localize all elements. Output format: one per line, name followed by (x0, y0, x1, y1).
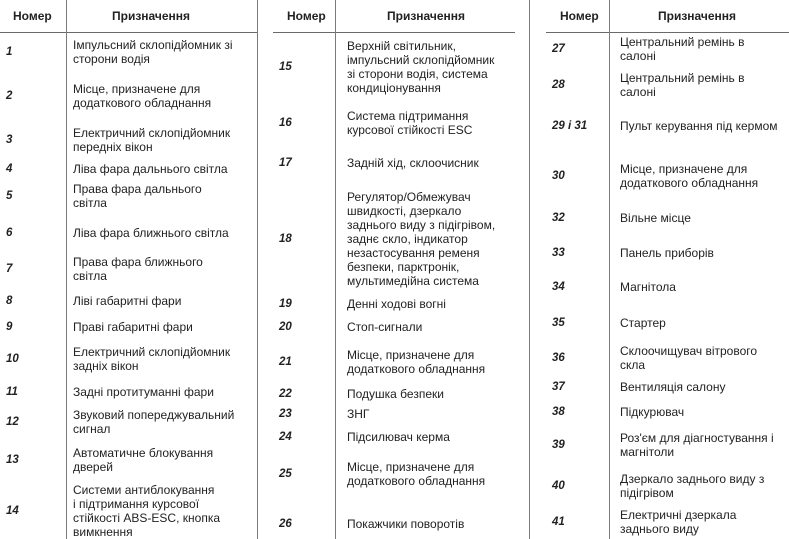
fuse-number: 4 (6, 162, 13, 175)
fuse-purpose: Панель приборів (620, 246, 714, 260)
table-row (546, 158, 789, 194)
table-row (546, 70, 789, 100)
table-row (546, 505, 789, 539)
fuse-purpose: Магнітола (620, 280, 676, 294)
fuse-number: 8 (6, 295, 13, 307)
fuse-number: 23 (279, 408, 292, 420)
table-row (0, 34, 257, 70)
fuse-purpose: Електричний склопідйомник передніх вікон (73, 125, 231, 154)
fuse-number: 39 (552, 439, 565, 451)
fuse-purpose: Підкурювач (620, 405, 685, 419)
table-row (273, 151, 515, 175)
fuse-number: 36 (552, 352, 565, 364)
fuse-purpose: Центральний ремінь в салоні (620, 35, 745, 63)
table-row (0, 121, 257, 158)
table-row (0, 290, 257, 312)
fuse-purpose: ЗНГ (347, 407, 370, 421)
fuse-purpose: Ліва фара дальнього світла (73, 161, 228, 176)
fuse-purpose: Місце, призначене для додаткового обладнання (347, 348, 486, 376)
fuse-number: 11 (6, 386, 18, 398)
table-separator (257, 0, 258, 539)
fuse-number: 28 (552, 79, 565, 91)
table-row (273, 383, 515, 405)
table-row (0, 156, 257, 181)
fuse-number: 14 (6, 504, 19, 517)
fuse-purpose: Електричні дзеркала заднього виду (620, 508, 737, 536)
table-row (546, 428, 789, 462)
fuse-purpose: Імпульсний склопідйомник зі сторони водія (73, 38, 233, 66)
fuse-number: 27 (552, 43, 565, 55)
table-row (546, 470, 789, 502)
fuse-purpose: Ліва фара ближнього світла (73, 226, 229, 240)
fuse-purpose: Підсилювач керма (347, 430, 450, 444)
table-header (0, 0, 257, 33)
fuse-number: 25 (279, 468, 292, 480)
table-row (273, 426, 515, 448)
fuse-number: 37 (552, 381, 565, 393)
fuse-purpose: Роз'єм для діагностування і магнітоли (620, 431, 774, 459)
fuse-purpose: Верхній світильник, імпульсний склопідйомник зі сторони водія, система кондиціонування (347, 39, 495, 95)
fuse-purpose: Пульт керування під кермом (620, 119, 778, 133)
fuse-purpose: Місце, призначене для додаткового обладнання (620, 162, 759, 190)
table-row (0, 181, 257, 211)
table-row (0, 379, 257, 405)
fuse-number: 17 (279, 157, 292, 169)
fuse-number: 26 (279, 518, 292, 530)
fuse-number: 5 (6, 190, 13, 202)
fuse-number: 30 (552, 170, 565, 182)
fuse-purpose: Денні ходові вогні (347, 297, 446, 311)
fuse-purpose: Автоматичне блокування дверей (73, 446, 214, 474)
header-purpose: Призначення (112, 9, 191, 23)
table-row (546, 115, 789, 137)
table-row (546, 276, 789, 298)
table-separator (529, 0, 530, 539)
fuse-purpose: Місце, призначене для додаткового обладнання (73, 82, 212, 110)
fuse-purpose: Ліві габаритні фари (73, 294, 182, 308)
table-row (546, 207, 789, 229)
table-header (546, 0, 789, 33)
fuse-purpose: Вентиляція салону (620, 380, 726, 394)
fuse-purpose: Подушка безпеки (347, 387, 444, 401)
header-number: Номер (287, 9, 326, 23)
table-row (0, 405, 257, 439)
header-purpose: Призначення (658, 9, 737, 23)
fuse-number: 16 (279, 117, 292, 129)
table-row (0, 252, 257, 286)
fuse-purpose: Права фара дальнього світла (73, 182, 202, 210)
fuse-number: 20 (279, 321, 292, 333)
table-row (0, 316, 257, 338)
fuse-number: 35 (552, 317, 565, 329)
fuse-purpose: Центральний ремінь в салоні (620, 71, 745, 99)
fuse-number: 29 і 31 (552, 120, 588, 132)
table-row (546, 401, 789, 423)
fuse-table-1 (0, 0, 257, 539)
fuse-number: 18 (279, 233, 292, 245)
fuse-number: 22 (279, 388, 292, 400)
fuse-number: 7 (6, 263, 13, 275)
table-header (273, 0, 515, 33)
fuse-purpose: Праві габаритні фари (73, 320, 193, 334)
fuse-purpose: Стоп-сигнали (347, 320, 423, 334)
table-row (273, 316, 515, 338)
fuse-number: 41 (552, 516, 565, 528)
table-row (273, 511, 515, 537)
table-row (273, 403, 515, 425)
fuse-number: 12 (6, 416, 19, 428)
fuse-purpose: Дзеркало заднього виду з підігрівом (620, 472, 765, 500)
table-row (0, 342, 257, 376)
fuse-purpose: Звуковий попереджувальний сигнал (73, 408, 235, 436)
fuse-number: 9 (6, 321, 13, 333)
table-row (0, 77, 257, 115)
fuse-number: 3 (6, 133, 13, 146)
table-row (273, 452, 515, 496)
fuse-table-3 (546, 0, 789, 539)
fuse-purpose: Місце, призначене для додаткового обладнання (347, 460, 486, 488)
fuse-purpose: Вільне місце (620, 211, 691, 225)
fuse-number: 10 (6, 353, 19, 365)
header-number: Номер (560, 9, 599, 23)
fuse-number: 34 (552, 281, 565, 293)
table-row (546, 242, 789, 264)
table-row (273, 104, 515, 142)
table-row (273, 293, 515, 315)
fuse-number: 6 (6, 227, 13, 239)
fuse-purpose: Задні протитуманні фари (73, 385, 214, 399)
fuse-number: 38 (552, 406, 565, 418)
table-row (0, 482, 257, 539)
fuse-purpose: Система підтримання курсової стійкості ESC (347, 109, 473, 137)
fuse-purpose: Права фара ближнього світла (73, 255, 203, 283)
fuse-number: 1 (6, 46, 13, 58)
fuse-number: 24 (279, 431, 292, 443)
table-row (273, 342, 515, 382)
fuse-number: 21 (279, 356, 292, 368)
fuse-purpose: Системи антиблокування і підтримання курсової стійкості ABS-ESC, кнопка вимкнення (73, 482, 221, 539)
fuse-table-2 (273, 0, 515, 539)
fuse-number: 33 (552, 247, 565, 259)
table-row (0, 218, 257, 248)
fuse-purpose: Електричний склопідйомник задніх вікон (73, 345, 231, 373)
fuse-purpose: Регулятор/Обмежувач швидкості, дзеркало заднього виду з підігрівом, заднє скло, індикатор незастосування ременя безпеки, парктронік, мультимедійна система (347, 190, 496, 288)
fuse-number: 2 (6, 90, 13, 102)
fuse-number: 15 (279, 61, 292, 73)
header-purpose: Призначення (387, 9, 466, 23)
table-row (546, 376, 789, 398)
fuse-purpose: Стартер (620, 316, 666, 330)
table-row (546, 312, 789, 334)
table-row (273, 34, 515, 100)
header-number: Номер (13, 9, 52, 23)
table-row (546, 340, 789, 376)
fuse-purpose: Склоочищувач вітрового скла (620, 344, 758, 372)
table-row (546, 34, 789, 64)
table-row (0, 441, 257, 479)
table-row (273, 185, 515, 293)
fuse-number: 13 (6, 454, 19, 466)
fuse-number: 19 (279, 298, 292, 310)
fuse-purpose: Покажчики поворотів (347, 517, 465, 531)
fuse-number: 32 (552, 212, 565, 224)
fuse-number: 40 (552, 480, 565, 492)
fuse-purpose: Задній хід, склоочисник (347, 156, 479, 170)
